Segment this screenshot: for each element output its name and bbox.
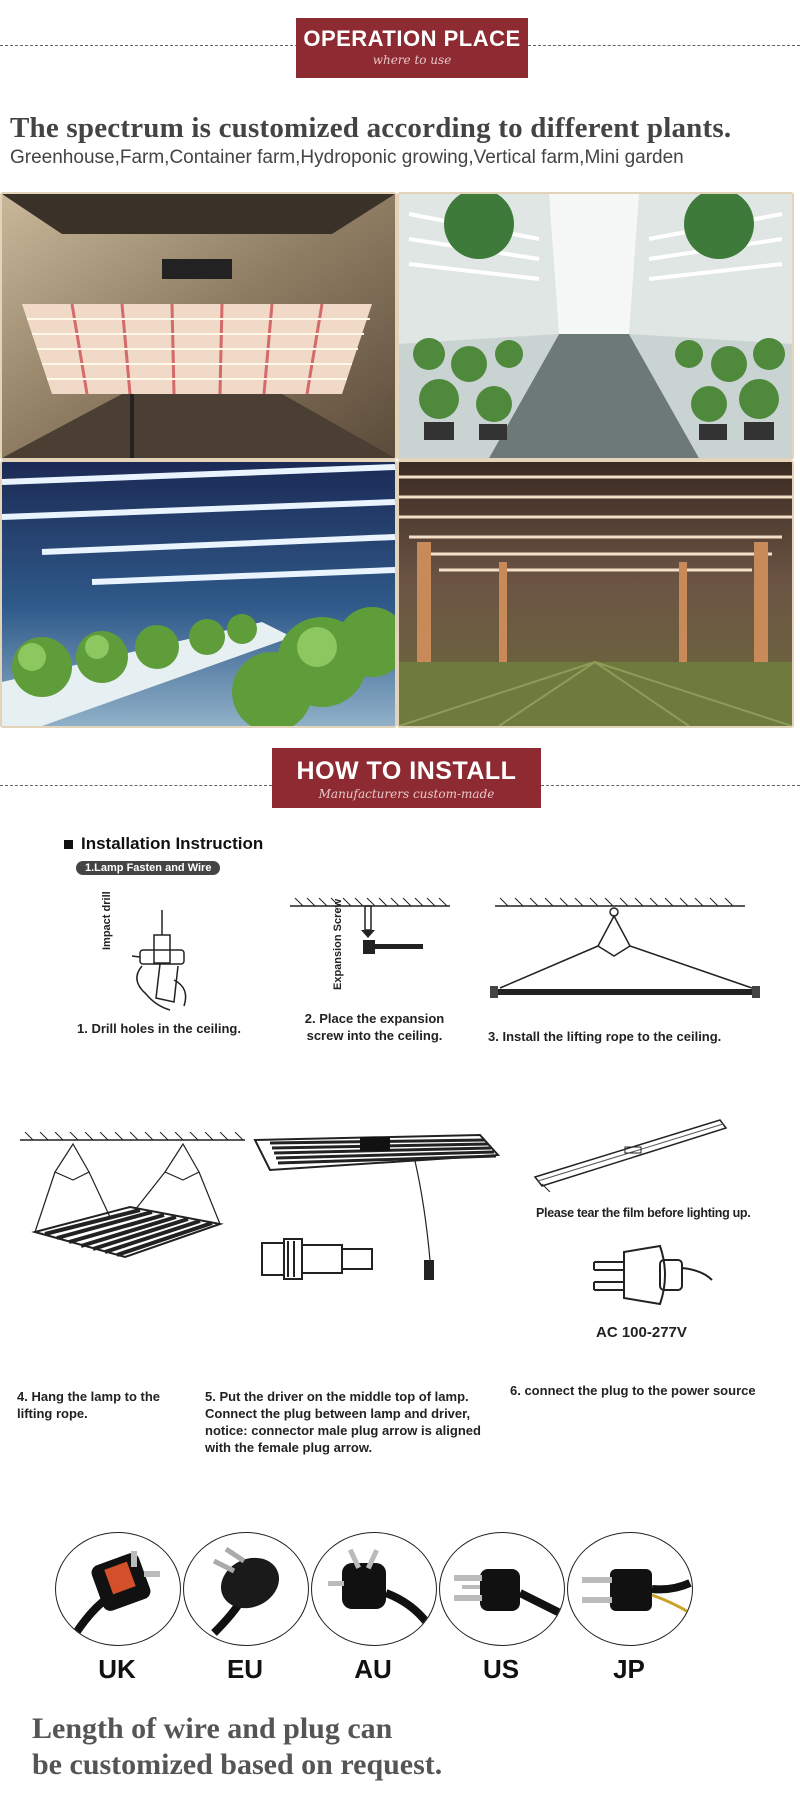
divider-left-install xyxy=(0,785,272,786)
tear-film-label: Please tear the film before lighting up. xyxy=(536,1206,751,1220)
plug-au-icon xyxy=(311,1532,437,1646)
plug-label-au: AU xyxy=(354,1654,392,1684)
install-title: HOW TO INSTALL xyxy=(296,757,517,785)
bullet-square-icon xyxy=(64,840,73,849)
operation-banner xyxy=(296,18,528,78)
customization-note-line-1: Length of wire and plug can xyxy=(32,1712,393,1745)
customization-note-line-2: be customized based on request. xyxy=(32,1748,443,1781)
impact-drill-label: Impact drill xyxy=(101,891,113,950)
step-6-caption: 6. connect the plug to the power source xyxy=(510,1383,756,1398)
step-4-caption: 4. Hang the lamp to the lifting rope. xyxy=(17,1389,161,1421)
plug-jp-icon xyxy=(567,1532,693,1646)
expansion-screw-label: Expansion Screw xyxy=(332,898,344,990)
install-subtitle: Manufacturers custom-made xyxy=(318,787,495,801)
step-2-caption: 2. Place the expansion screw into the ceiling. xyxy=(304,1011,445,1043)
plug-eu-icon xyxy=(183,1532,309,1646)
photo-greenhouse xyxy=(397,460,794,728)
divider-left xyxy=(0,45,298,46)
tube-film-illustration xyxy=(530,1112,730,1192)
step-3-caption: 3. Install the lifting rope to the ceiling. xyxy=(488,1029,722,1044)
install-banner xyxy=(272,748,541,808)
photo-vertical-farm xyxy=(397,192,794,460)
voltage-label: AC 100-277V xyxy=(596,1324,687,1341)
operation-subtitle: where to use xyxy=(372,53,452,67)
step-badge: 1.Lamp Fasten and Wire xyxy=(76,861,220,875)
lifting-rope-illustration xyxy=(490,896,765,1011)
plug-label-uk: UK xyxy=(98,1654,136,1684)
divider-right xyxy=(528,45,800,46)
hanging-lamp-illustration xyxy=(15,1132,250,1267)
photo-grow-tent xyxy=(0,192,397,460)
divider-right-install xyxy=(541,785,800,786)
application-list: Greenhouse,Farm,Container farm,Hydroponic growing,Vertical farm,Mini garden xyxy=(10,147,684,168)
plug-label-us: US xyxy=(482,1654,520,1684)
step-5-caption: 5. Put the driver on the middle top of lamp. Connect the plug between lamp and driver, notice: connector male plug arrow is aligned with the female plug arrow. xyxy=(205,1389,481,1455)
drill-illustration xyxy=(100,910,210,1020)
section-title: Installation Instruction xyxy=(81,834,264,853)
expansion-screw-illustration xyxy=(285,896,455,996)
photo-hydroponic xyxy=(0,460,397,728)
power-plug-icon xyxy=(590,1240,720,1310)
plug-label-jp: JP xyxy=(613,1654,645,1684)
plug-uk-icon xyxy=(55,1532,181,1646)
plug-label-eu: EU xyxy=(226,1654,264,1684)
step-1-caption: 1. Drill holes in the ceiling. xyxy=(77,1021,241,1036)
spectrum-headline: The spectrum is customized according to different plants. xyxy=(10,112,732,144)
operation-title: OPERATION PLACE xyxy=(303,26,521,51)
plug-us-icon xyxy=(439,1532,565,1646)
driver-connector-illustration xyxy=(250,1125,500,1290)
